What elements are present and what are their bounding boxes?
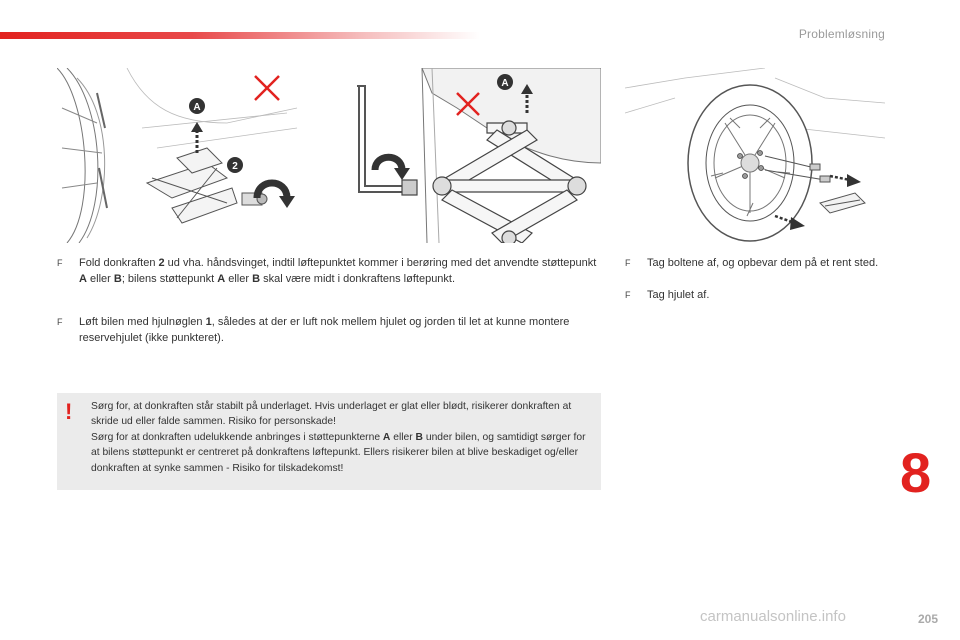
bullet-marker: F (625, 258, 631, 268)
instruction-lift-car: F Løft bilen med hjulnøglen 1, således at der er luft nok mellem hjulet og jorden til let at kunne montere reservehjulet (ikke punkteret). (57, 316, 570, 344)
wheel-drawing (57, 68, 107, 243)
label-2-icon (227, 157, 243, 173)
lift-arrow-icon (191, 122, 203, 153)
car-body-outline (127, 68, 297, 148)
cross-mark-left-icon (255, 76, 279, 100)
chapter-number: 8 (900, 441, 932, 504)
watermark: carmanualsonline.info (700, 608, 846, 625)
bullet-marker: F (625, 290, 631, 300)
instruction-fold-jack: F Fold donkraften 2 ud vha. håndsvinget, indtil løftepunktet kommer i berøring med det anvendte støttepunkt A eller B; bilens støttepunkt A eller B skal være midt i donkraftens løftepunkt. (57, 257, 597, 285)
bullet-marker: F (57, 317, 63, 327)
svg-text:A: A (501, 78, 509, 89)
jack-illustration (57, 68, 601, 243)
svg-text:A: A (193, 102, 201, 113)
outward-arrow-icon (830, 174, 861, 187)
warning-box (57, 393, 601, 490)
bullet-marker: F (57, 258, 63, 268)
scissor-jack-left (147, 148, 267, 223)
wheel-removal-illustration (625, 68, 885, 243)
instruction-remove-wheel: F Tag hjulet af. (625, 289, 710, 301)
jack-diagram (57, 68, 601, 243)
label-a-right-icon (497, 74, 513, 90)
section-title: Problemløsning (798, 27, 885, 41)
crank-rotation-arrow-icon (375, 157, 410, 180)
instruction-remove-bolts: F Tag boltene af, og opbevar dem på et rent sted. (625, 257, 879, 269)
label-a-left-icon (189, 98, 205, 114)
jack-under-car (820, 193, 865, 213)
warning-icon: ! (65, 399, 73, 424)
crank-handle (357, 86, 402, 192)
wheel-removal-diagram (625, 68, 885, 243)
warning-text: Sørg for, at donkraften står stabilt på underlaget. Hvis underlaget er glat eller blødt, risikerer donkraften at skride ud eller falde sammen. Risiko for personskade! Sørg for at donkraften udelukkende anbringes i støttepunkterne A eller B under bilen, og samtidigt sørger for at bilens støttepunkt er centreret på donkraftens løftepunkt. Ellers risikerer bilen at blive beskadiget og/eller donkraften at synke sammen - Risiko for tilskadekomst! (91, 401, 586, 474)
svg-text:2: 2 (232, 161, 238, 172)
page-number: 205 (917, 612, 938, 626)
header-accent-bar (0, 32, 480, 39)
